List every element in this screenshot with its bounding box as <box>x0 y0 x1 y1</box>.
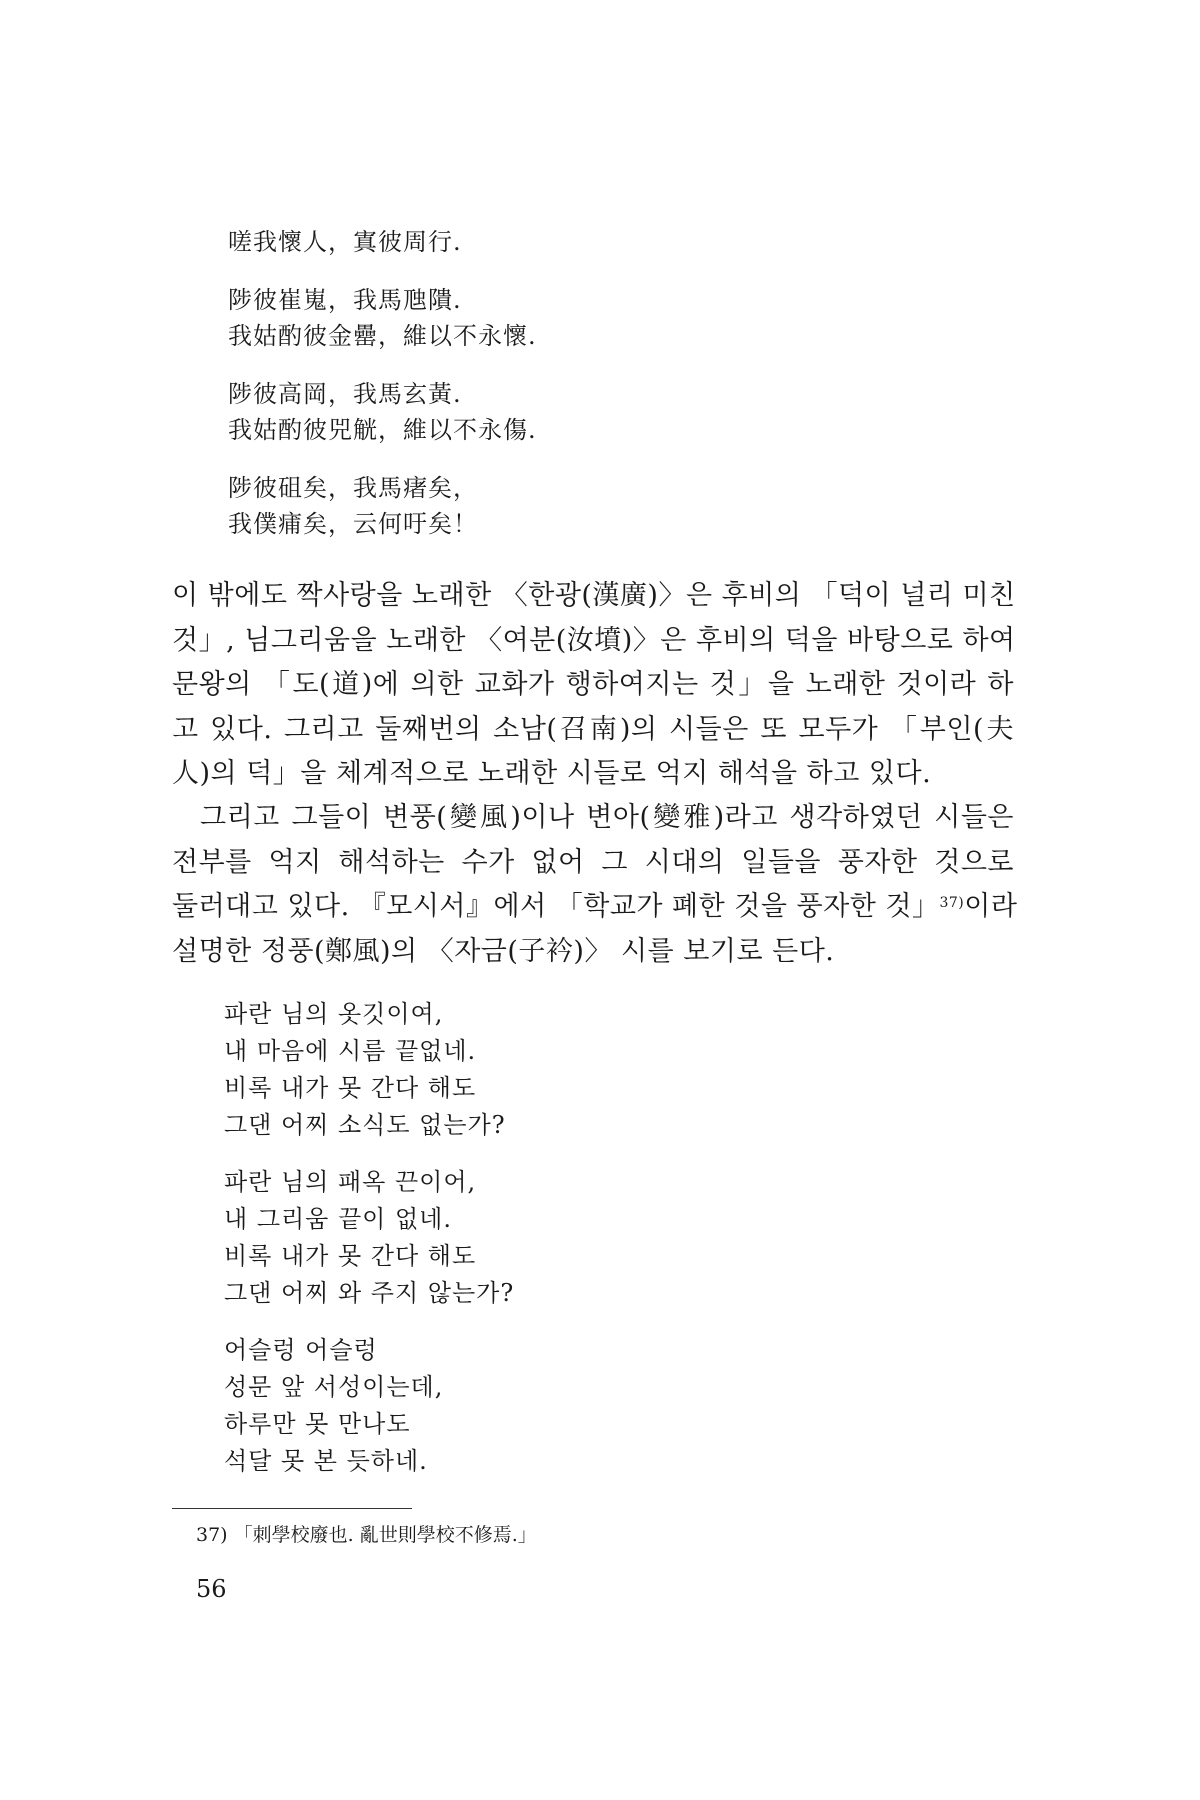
paragraph-2 <box>172 796 1018 974</box>
prose-line: 人)의 덕」을 체계적으로 노래한 시들로 억지 해석을 하고 있다. <box>172 758 932 789</box>
footnote-reference: 37) <box>939 895 965 911</box>
prose-text: 둘러대고 있다. 『모시서』에서 「학교가 폐한 것을 풍자한 것」 <box>172 891 940 922</box>
paragraph-1 <box>172 574 1014 797</box>
verse-line: 파란 님의 옷깃이여, <box>224 1000 444 1028</box>
verse-line: 어슬렁 어슬렁 <box>224 1336 378 1364</box>
verse-line: 陟彼崔嵬，我馬虺隤. <box>228 286 462 314</box>
prose-line-with-footnote-ref <box>172 885 1018 930</box>
verse-line: 내 그리움 끝이 없네. <box>224 1205 452 1233</box>
verse-line: 비록 내가 못 간다 해도 <box>224 1074 477 1102</box>
footnote-37: 37) 「刺學校廢也. 亂世則學校不修焉.」 <box>196 1524 537 1546</box>
prose-line: 이 밖에도 짝사랑을 노래한 〈한광(漢廣)〉은 후비의 「덕이 널리 미친 <box>172 580 1016 611</box>
verse-line: 하루만 못 만나도 <box>224 1410 411 1438</box>
verse-line: 陟彼高岡，我馬玄黃. <box>228 380 462 408</box>
prose-line: 것」, 님그리움을 노래한 〈여분(汝墳)〉은 후비의 덕을 바탕으로 하여 <box>172 624 1016 656</box>
prose-line: 문왕의 「도(道)에 의한 교화가 행하여지는 것」을 노래한 것이라 하 <box>172 669 1014 700</box>
verse-line: 석달 못 본 듯하네. <box>224 1447 428 1475</box>
chinese-poem <box>228 224 537 542</box>
prose-line: 전부를 억지 해석하는 수가 없어 그 시대의 일들을 풍자한 것으로 <box>172 846 1014 878</box>
verse-line: 陟彼砠矣，我馬瘏矣， <box>228 474 478 502</box>
verse-line: 성문 앞 서성이는데, <box>224 1373 444 1401</box>
korean-poem <box>224 996 514 1480</box>
verse-line: 我姑酌彼金罍，維以不永懷. <box>228 322 537 350</box>
verse-line: 我僕痡矣，云何吁矣！ <box>228 510 478 538</box>
prose-text: 이라 <box>964 891 1018 922</box>
verse-line: 嗟我懷人，寘彼周行. <box>228 228 462 256</box>
prose-line: 그리고 그들이 변풍(變風)이나 변아(變雅)라고 생각하였던 시들은 <box>200 802 1014 833</box>
verse-line: 파란 님의 패옥 끈이어, <box>224 1168 477 1196</box>
verse-line: 내 마음에 시름 끝없네. <box>224 1037 477 1065</box>
verse-line: 그댄 어찌 소식도 없는가? <box>224 1111 506 1139</box>
page-number: 56 <box>196 1575 227 1603</box>
prose-line: 설명한 정풍(鄭風)의 〈자금(子衿)〉 시를 보기로 든다. <box>172 935 835 967</box>
footnote-divider <box>172 1508 412 1509</box>
verse-line: 그댄 어찌 와 주지 않는가? <box>224 1279 515 1307</box>
verse-line: 我姑酌彼兕觥，維以不永傷. <box>228 416 537 444</box>
verse-line: 비록 내가 못 간다 해도 <box>224 1242 477 1270</box>
prose-line: 고 있다. 그리고 둘째번의 소남(召南)의 시들은 또 모두가 「부인(夫 <box>172 713 1014 745</box>
